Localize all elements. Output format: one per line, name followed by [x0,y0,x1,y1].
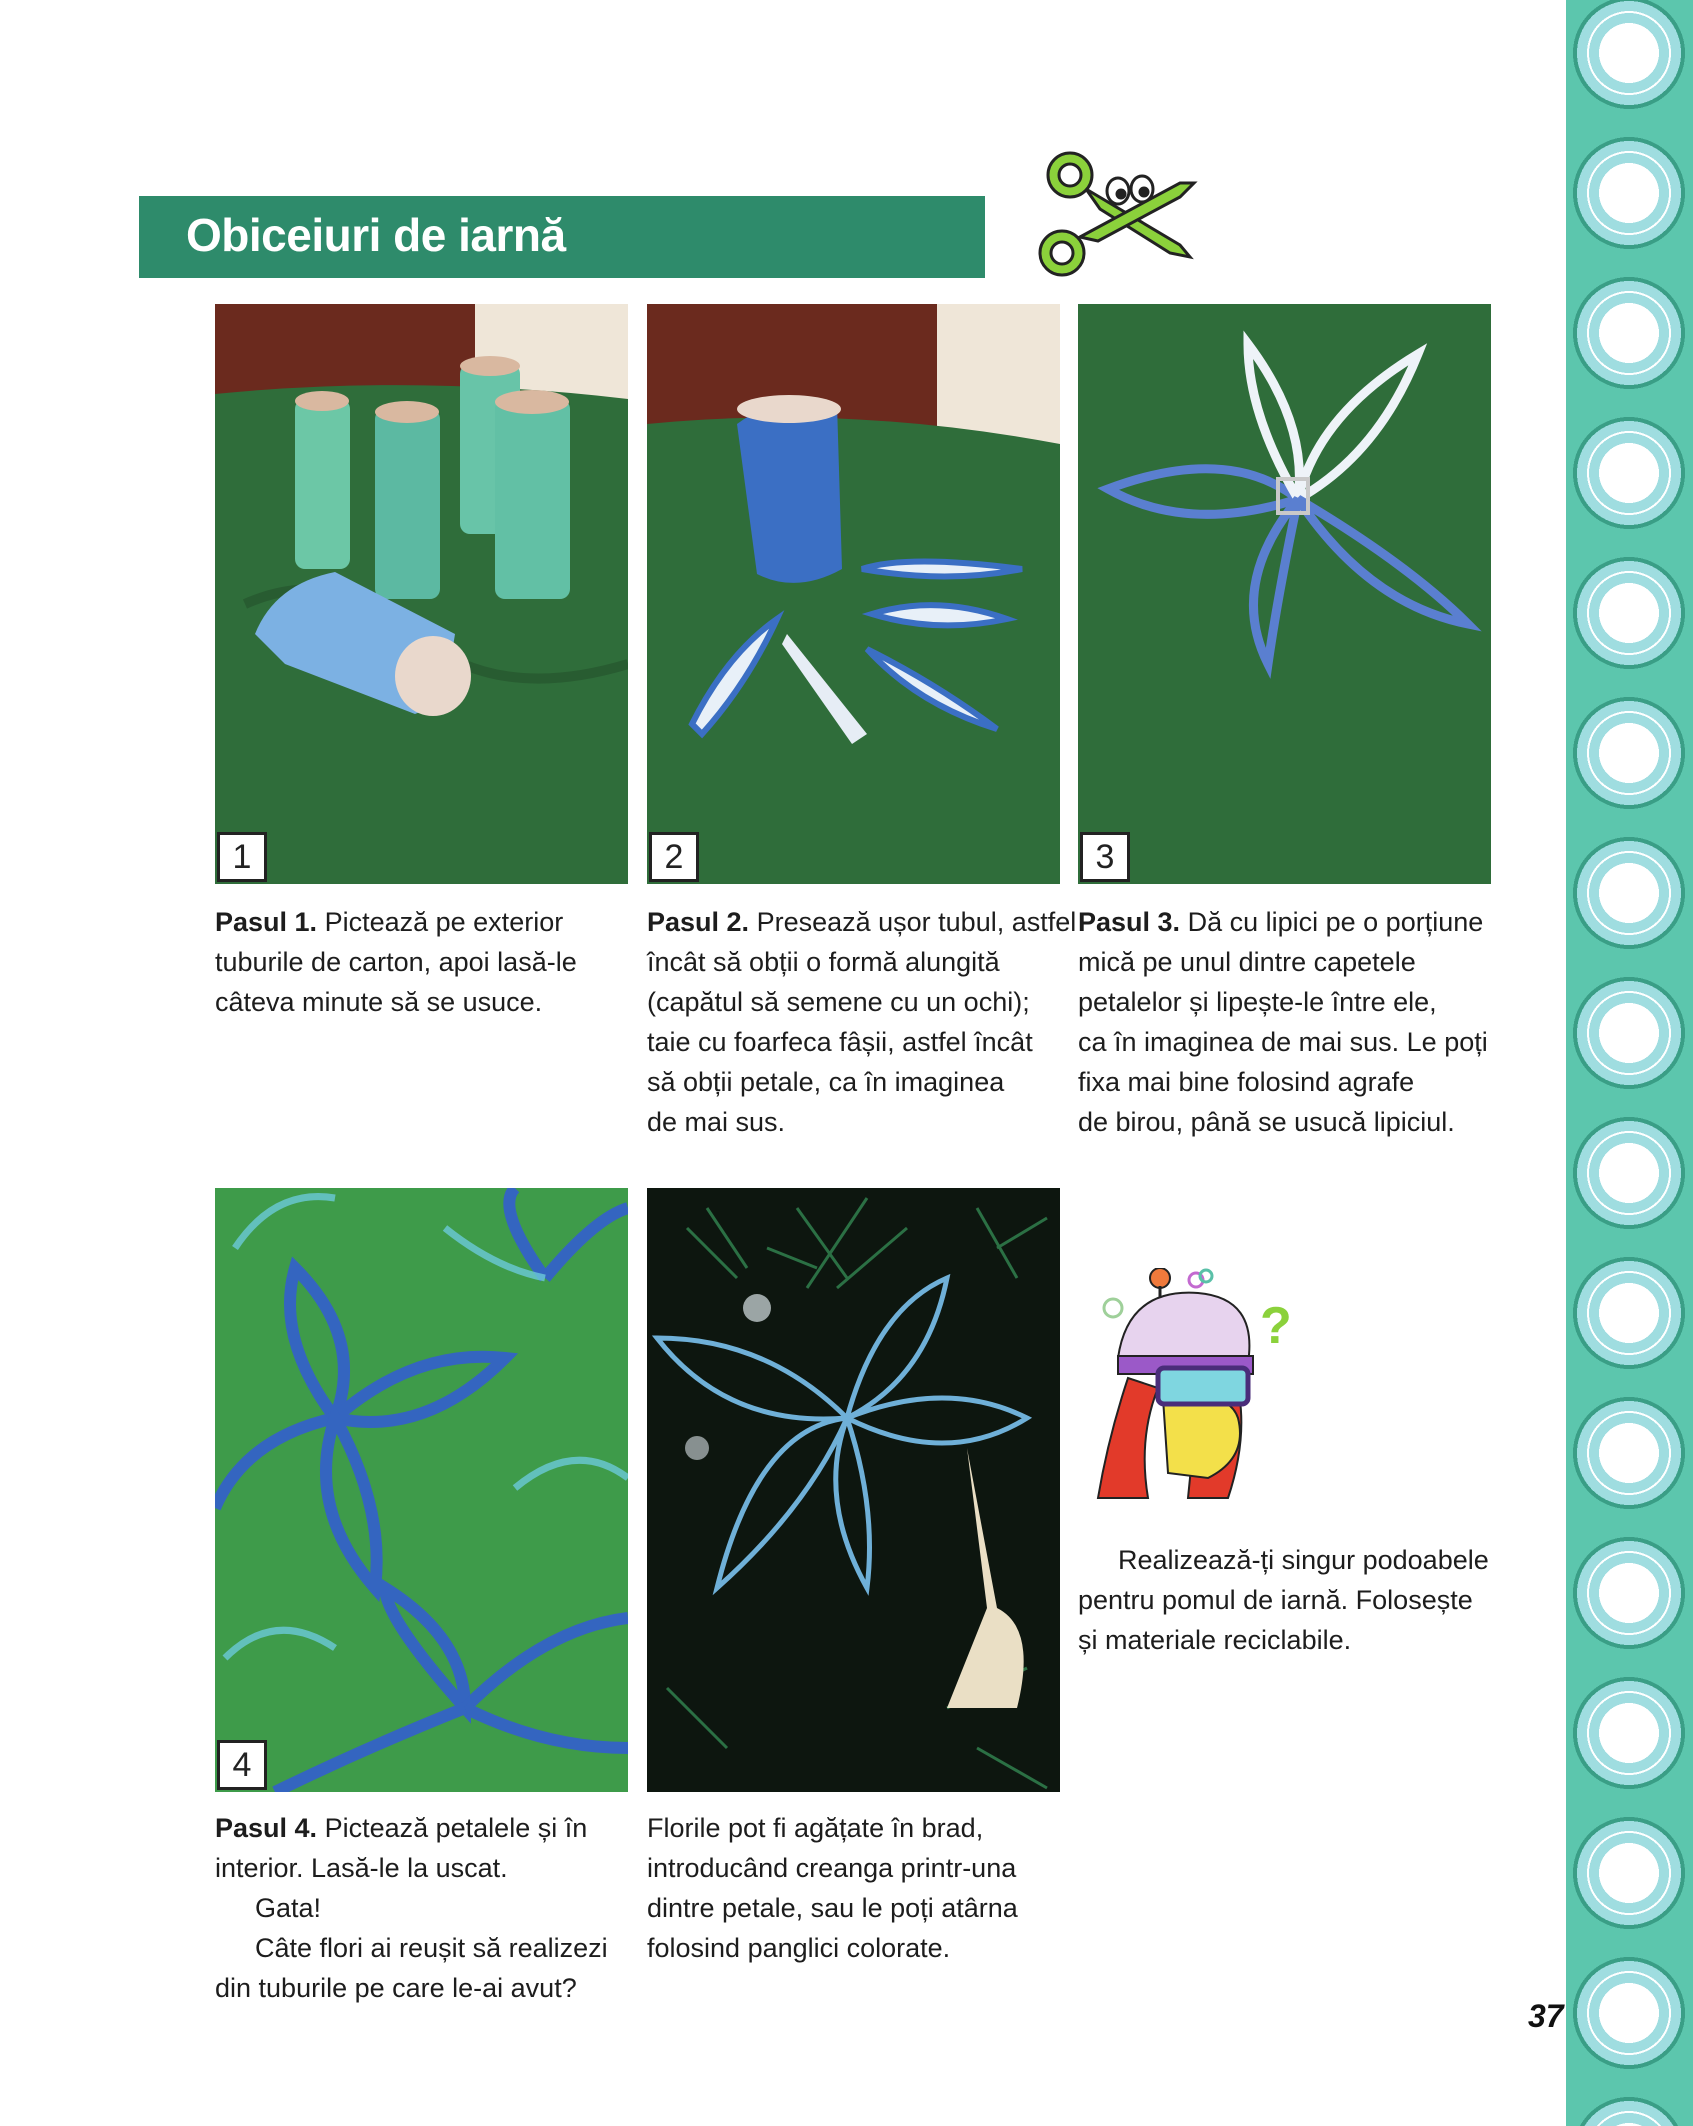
photo-step-4 [215,1188,628,1792]
step-4-done: Gata! [255,1893,322,1923]
step-4-question-2: din tuburile pe care le-ai avut? [215,1973,577,2003]
photo-step-3 [1078,304,1491,884]
hang-line-3: dintre petale, sau le poți atârna [647,1893,1018,1923]
step-3-line-1: Dă cu lipici pe o porțiune [1187,907,1484,937]
tip-line-2: pentru pomul de iarnă. Folosește [1078,1585,1473,1615]
step-4-label: Pasul 4. [215,1813,318,1843]
step-number-3: 3 [1080,832,1130,882]
step-number-2: 2 [649,832,699,882]
photo-step-1 [215,304,628,884]
hang-line-1: Florile pot fi agățate în brad, [647,1813,984,1843]
step-number-1: 1 [217,832,267,882]
step-2-text [647,902,1077,1142]
step-1-text [215,902,625,1022]
hang-line-2: introducând creanga printr-una [647,1853,1017,1883]
hang-line-4: folosind panglici colorate. [647,1933,951,1963]
step-4-question-1: Câte flori ai reușit să realizezi [255,1933,608,1963]
step-3-line-6: de birou, până se usucă lipiciul. [1078,1107,1455,1137]
question-mark: ? [1260,1297,1292,1355]
circle-pattern-border [1566,0,1693,2126]
girl-with-helmet-illustration [1088,1268,1318,1504]
page-number: 37 [1528,1998,1564,2034]
step-3-label: Pasul 3. [1078,907,1181,937]
step-2-line-3: (capătul să semene cu un ochi); [647,987,1030,1017]
step-1-line-1: Pictează pe exterior [324,907,564,937]
hang-instructions [647,1808,1062,1968]
step-3-line-5: fixa mai bine folosind agrafe [1078,1067,1415,1097]
step-1-label: Pasul 1. [215,907,318,937]
step-3-line-4: ca în imaginea de mai sus. Le poți [1078,1027,1488,1057]
step-2-line-4: taie cu foarfeca fâșii, astfel încât [647,1027,1033,1057]
step-2-line-2: încât să obții o formă alungită [647,947,1000,977]
step-4-text [215,1808,625,2008]
step-2-line-1: Presează ușor tubul, astfel [756,907,1077,937]
step-1-line-3: câteva minute să se usuce. [215,987,543,1017]
step-2-label: Pasul 2. [647,907,750,937]
scissors-icon [1030,145,1200,285]
step-2-line-5: să obții petale, ca în imaginea [647,1067,1005,1097]
tip-line-1: Realizează-ți singur podoabele [1118,1545,1489,1575]
tip-text [1078,1540,1493,1660]
step-4-line-1: Pictează petalele și în [324,1813,588,1843]
step-2-line-6: de mai sus. [647,1107,786,1137]
step-3-line-2: mică pe unul dintre capetele [1078,947,1416,977]
tip-line-3: și materiale reciclabile. [1078,1625,1352,1655]
step-1-line-2: tuburile de carton, apoi lasă-le [215,947,577,977]
photo-ornament-on-tree [647,1188,1060,1792]
title-bar [139,196,985,278]
photo-step-2 [647,304,1060,884]
step-4-line-2: interior. Lasă-le la uscat. [215,1853,508,1883]
step-3-line-3: petalelor și lipește-le între ele, [1078,987,1437,1017]
page-title: Obiceiuri de iarnă [186,209,566,261]
step-3-text [1078,902,1493,1142]
step-number-4: 4 [217,1740,267,1790]
